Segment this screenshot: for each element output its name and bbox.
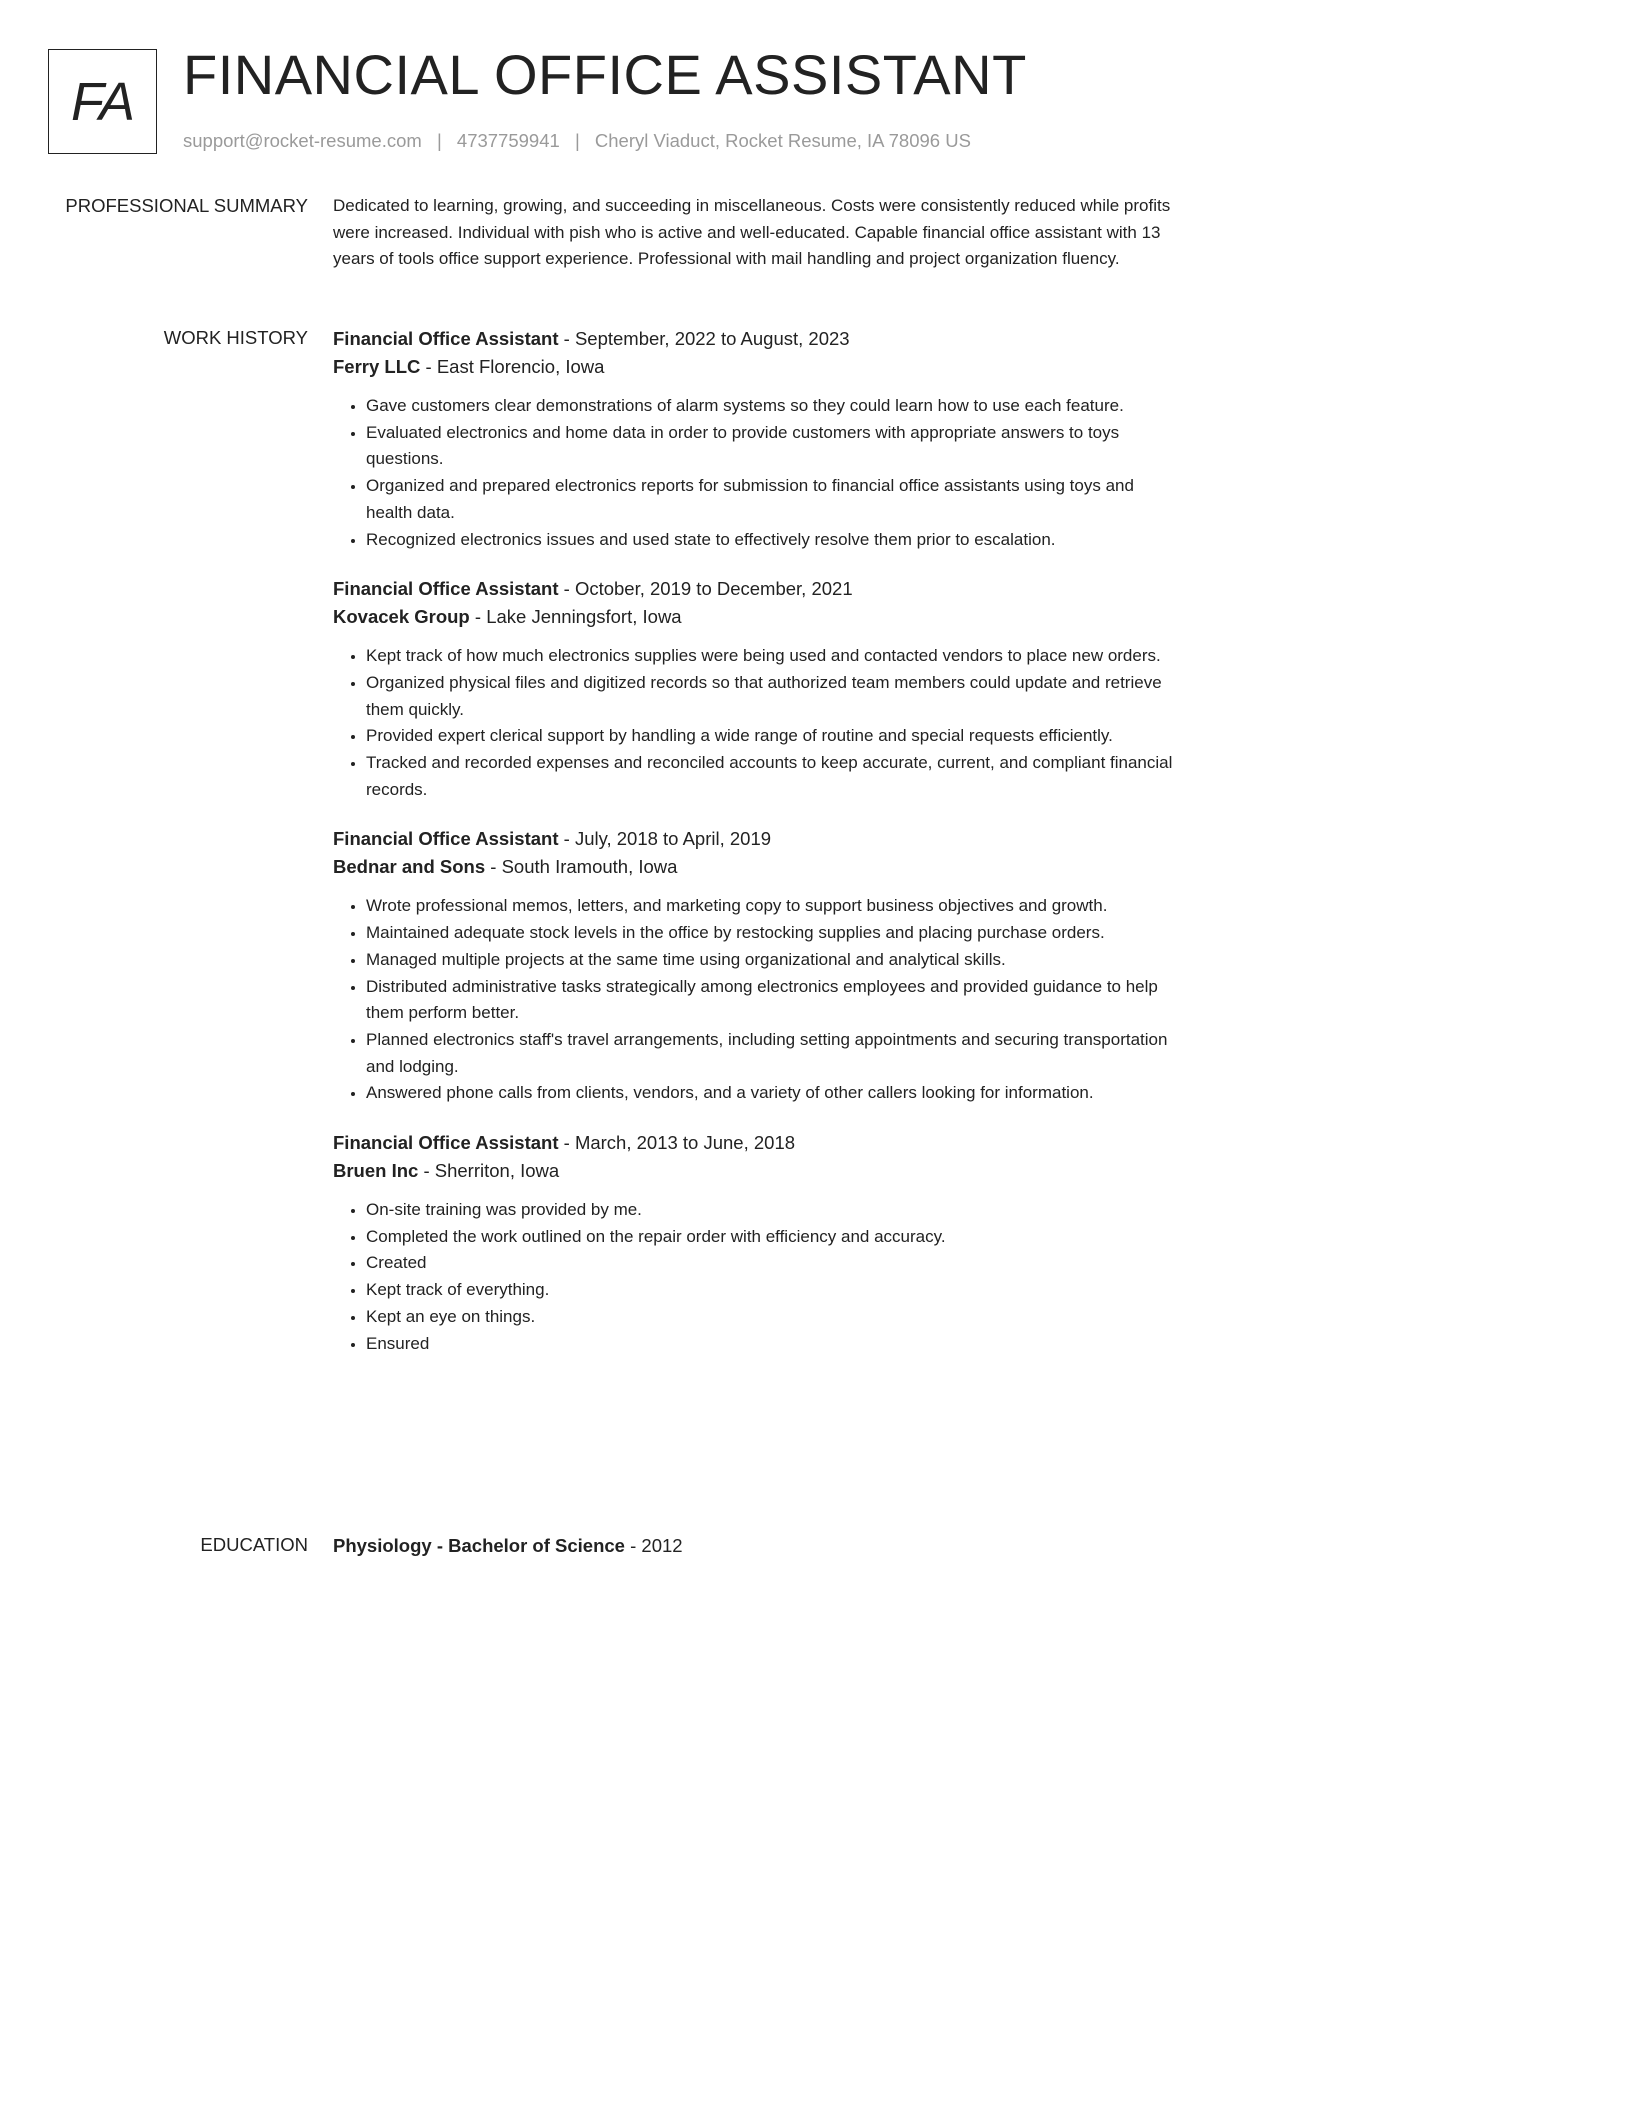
contact-phone: 4737759941	[456, 130, 560, 151]
job-duty: • Kept an eye on things.	[366, 1304, 1173, 1331]
job-duty: • Organized and prepared electronics reports for submission to financial office assistants using toys and health data.	[366, 473, 1173, 526]
job-company-line	[333, 853, 1173, 881]
job-entry	[333, 825, 1173, 1107]
job-duty: • Kept track of everything.	[366, 1277, 1173, 1304]
job-title: Financial Office Assistant	[333, 1132, 559, 1154]
job-duty: • Planned electronics staff's travel arrangements, including setting appointments and securing transportation and lodging.	[366, 1027, 1173, 1080]
job-duty: • Answered phone calls from clients, vendors, and a variety of other callers looking for information.	[366, 1080, 1173, 1107]
job-duty: • Tracked and recorded expenses and reconciled accounts to keep accurate, current, and compliant financial records.	[366, 750, 1173, 803]
education-year: - 2012	[630, 1535, 683, 1556]
monogram-initials: FA	[71, 71, 134, 132]
job-title-line	[333, 1129, 1173, 1157]
job-entry	[333, 325, 1173, 553]
job-duty: • Wrote professional memos, letters, and marketing copy to support business objectives and growth.	[366, 893, 1173, 920]
job-duty: • Distributed administrative tasks strategically among electronics employees and provided guidance to help them perform better.	[366, 974, 1173, 1027]
job-duties-list	[333, 393, 1173, 553]
job-title-line	[333, 825, 1173, 853]
job-duty: • Recognized electronics issues and used state to effectively resolve them prior to escalation.	[366, 527, 1173, 554]
job-duties-list	[333, 643, 1173, 803]
contact-separator: |	[436, 130, 442, 151]
summary-heading: PROFESSIONAL SUMMARY	[65, 195, 308, 216]
job-company: Bednar and Sons	[333, 856, 486, 878]
job-duty: • Managed multiple projects at the same time using organizational and analytical skills.	[366, 947, 1173, 974]
job-company: Kovacek Group	[333, 606, 470, 628]
job-title-line	[333, 325, 1173, 353]
job-duty: • Kept track of how much electronics supplies were being used and contacted vendors to place new orders.	[366, 643, 1173, 670]
job-duty: • On-site training was provided by me.	[366, 1197, 1173, 1224]
job-company-line	[333, 603, 1173, 631]
job-location: - East Florencio, Iowa	[425, 356, 605, 377]
job-entry	[333, 1129, 1173, 1357]
job-location: - Sherriton, Iowa	[423, 1160, 560, 1182]
job-title: Financial Office Assistant	[333, 328, 559, 349]
contact-line	[183, 130, 971, 152]
job-dates: - March, 2013 to June, 2018	[563, 1132, 796, 1154]
job-duty: • Gave customers clear demonstrations of alarm systems so they could learn how to use each feature.	[366, 393, 1173, 420]
job-title: Financial Office Assistant	[333, 828, 559, 850]
resume-title: FINANCIAL OFFICE ASSISTANT	[183, 43, 1027, 106]
education-degree: Physiology - Bachelor of Science	[333, 1535, 625, 1556]
contact-address: Cheryl Viaduct, Rocket Resume, IA 78096 US	[594, 130, 971, 151]
job-duty: • Provided expert clerical support by handling a wide range of routine and special requests efficiently.	[366, 723, 1173, 750]
summary-text: Dedicated to learning, growing, and succeeding in miscellaneous. Costs were consistently reduced while profits were increased. Individual with pish who is active and well-educated. Capable financial office assistant with 13 years of tools office support experience. Professional with mail handling and project organization fluency.	[333, 196, 1171, 269]
job-dates: - July, 2018 to April, 2019	[563, 828, 772, 850]
job-company-line	[333, 1157, 1173, 1185]
contact-separator: |	[574, 130, 580, 151]
job-entry	[333, 575, 1173, 803]
job-location: - Lake Jenningsfort, Iowa	[474, 606, 682, 628]
education-heading: EDUCATION	[200, 1534, 308, 1555]
job-dates: - October, 2019 to December, 2021	[563, 578, 853, 600]
job-list	[333, 325, 1173, 1379]
job-duties-list	[333, 893, 1173, 1107]
job-company: Bruen Inc	[333, 1160, 419, 1182]
job-company: Ferry LLC	[333, 356, 421, 377]
job-duty: • Maintained adequate stock levels in the office by restocking supplies and placing purchase orders.	[366, 920, 1173, 947]
job-duty: • Organized physical files and digitized records so that authorized team members could update and retrieve them quickly.	[366, 670, 1173, 723]
job-duties-list	[333, 1197, 1173, 1357]
education-line	[333, 1532, 1173, 1560]
job-duty: • Ensured	[366, 1331, 1173, 1358]
job-location: - South Iramouth, Iowa	[490, 856, 678, 878]
monogram-logo	[48, 49, 157, 154]
job-title: Financial Office Assistant	[333, 578, 559, 600]
job-duty: • Created	[366, 1250, 1173, 1277]
job-duty: • Evaluated electronics and home data in order to provide customers with appropriate answers to toys questions.	[366, 420, 1173, 473]
job-title-line	[333, 575, 1173, 603]
contact-email: support@rocket-resume.com	[183, 130, 422, 151]
job-duty: • Completed the work outlined on the repair order with efficiency and accuracy.	[366, 1224, 1173, 1251]
job-dates: - September, 2022 to August, 2023	[563, 328, 850, 349]
job-company-line	[333, 353, 1173, 381]
work-history-heading: WORK HISTORY	[163, 327, 308, 348]
